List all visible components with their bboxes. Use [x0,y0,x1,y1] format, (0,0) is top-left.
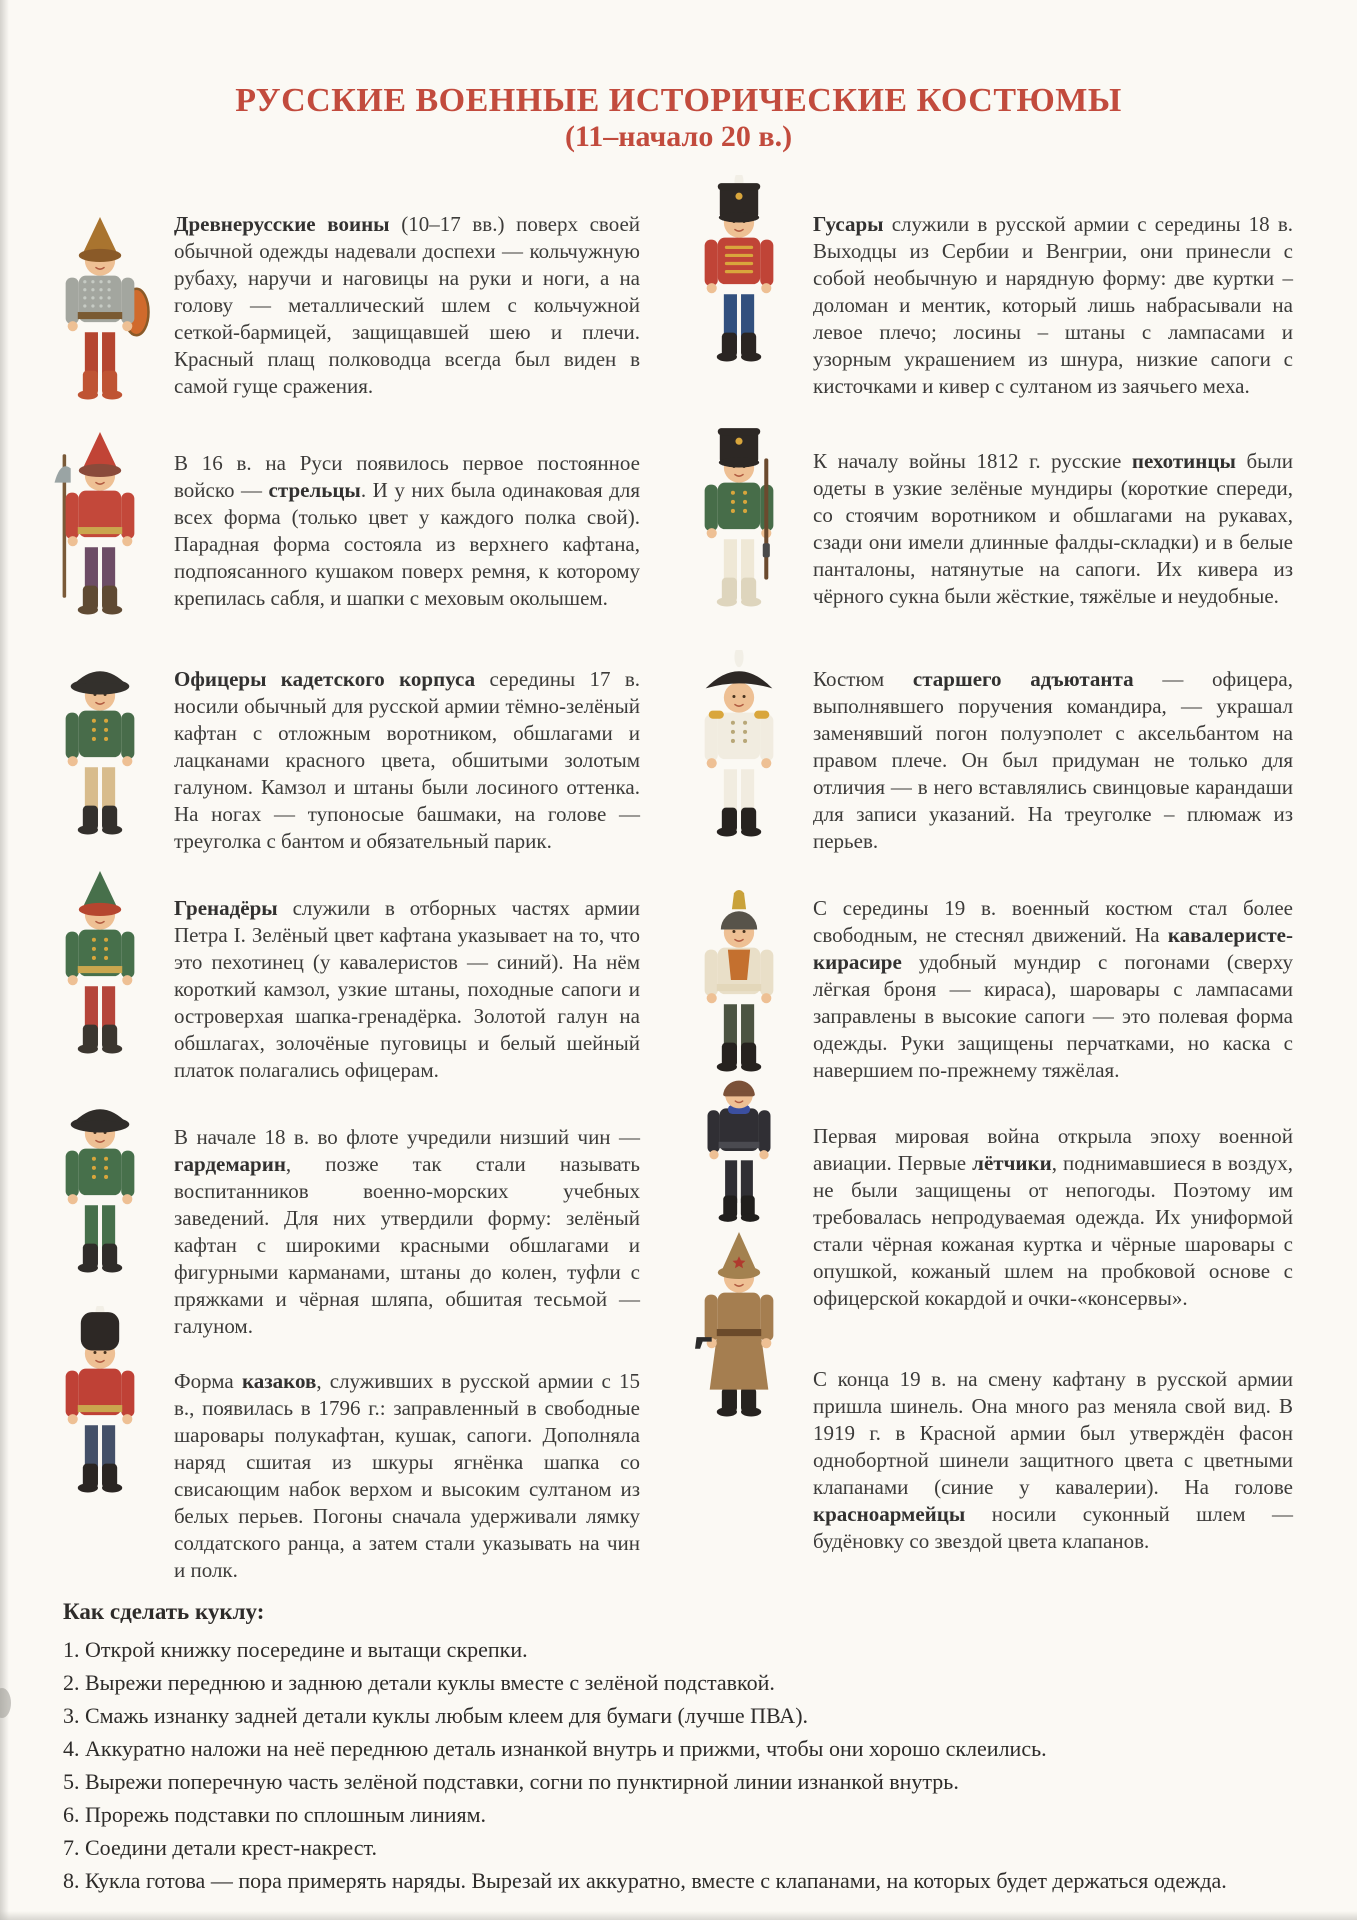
paragraph-hussars: Гусары служили в русской армии с середины 18 в. Выходцы из Сербии и Венгрии, они принесли с собой необычную и нарядную форму: две куртки – доломан и ментик, который лишь набрасывали на левое плечо; лосины – штаны с лампасами и узорным украшением из шнура, низкие сапоги с кисточками и кивер с султаном из заячьего меха. [813,212,1293,398]
instruction-step-2: 2. Вырежи переднюю и заднюю детали куклы вместе с зелёной подставкой. [63,1670,775,1695]
section-hussars [683,211,1297,400]
paragraph-midshipmen: В начале 18 в. во флоте учредили низший чин — гардемарин, позже так стали называть воспитанников военно-морских учебных заведений. Для них утвердили форму: зелёный кафтан с широкими красными обшлагами и фигурными карманами, штаны до колен, туфли с пряжками и чёрная шляпа, обшитая тесьмой — галуном. [174,1125,640,1338]
paragraph-grenadiers: Гренадёры служили в отборных частях армии Петра I. Зелёный цвет кафтана указывает на то, что это пехотинец (у кавалеристов — синий). На нём короткий камзол, узкие штаны, походные сапоги и островерхая шапка-гренадёрка. Золотой галун на обшлагах, золочёные пуговицы и белый шейный платок полагались офицерам. [174,896,640,1082]
paragraph-cossacks: Форма казаков, служивших в русской армии с 15 в., появилась в 1796 г.: заправленный в свободные шаровары полукафтан, кушак, сапоги. Дополняла наряд сшитая из шкуры ягнёнка шапка со свисающим набок верхом и высоким султаном из белых перьев. Погоны сначала удерживали лямку солдатского ранца, а затем стали указывать на чин и полк. [174,1369,641,1582]
figure-pilot-illustration [683,1051,795,1227]
figure-grenadier-illustration [44,867,156,1059]
paragraph-senior-adjutant: Костюм старшего адъютанта — офицера, выполнявшего поручения командира, — украшал заменявший погон полуэполет с аксельбантом на правом плече. Он был придуман не только для отличия — в него вставлялись свинцовые карандаши для записи указаний. На треуголке – плюмаж из перьев. [813,667,1293,853]
paragraph-cuirassier: С середины 19 в. военный костюм стал более свободным, не стеснял движений. На кавалеристе-кирасире удобный мундир с погонами (сверху лёгкая броня — кираса), шаровары с лампасами заправлены в высокие сапоги — это полевая форма одежды. Руки защищены перчатками, но каска с навершием по-прежнему тяжёлая. [813,896,1293,1082]
section-infantry-1812 [683,448,1297,610]
title-block [0,82,1357,154]
instruction-step-4: 4. Аккуратно наложи на неё переднюю деталь изнанкой внутрь и прижми, чтобы они хорошо склеились. [63,1736,1047,1761]
figure-infantryman-illustration [683,420,795,612]
section-ancient-warriors [44,211,646,400]
instruction-step-8: 8. Кукла готова — пора примерять наряды. Вырезай их аккуратно, вместе с клапанами, на которых будет держаться одежда. [63,1868,1227,1893]
instruction-step-5: 5. Вырежи поперечную часть зелёной подставки, согни по пунктирной линии изнанкой внутрь. [63,1769,959,1794]
instruction-step-1: 1. Открой книжку посередине и вытащи скрепки. [63,1637,528,1662]
section-grenadiers [44,895,646,1084]
scan-bottom-edge-shadow [0,1911,1357,1920]
figure-strelets-illustration [44,428,156,620]
figure-cossack-illustration [44,1306,156,1498]
instruction-step-3: 3. Смажь изнанку задней детали куклы любым клеем для бумаги (лучше ПВА). [63,1703,809,1728]
figure-cuirassier-illustration [683,885,795,1077]
paragraph-ancient-warriors: Древнерусские воины (10–17 вв.) поверх своей обычной одежды надевали доспехи — кольчужную рубаху, наручи и наговицы на руки и ноги, а на голову — металлический шлем с кольчужной сеткой-бармицей, защищавшей шею и плечи. Красный плащ полководца всегда был виден в самой гуще сражения. [174,212,641,398]
section-streltsy [44,450,646,612]
instruction-step-6: 6. Прорежь подставки по сплошным линиям. [63,1802,487,1827]
instruction-step-7: 7. Соедини детали крест-накрест. [63,1835,377,1860]
paragraph-red-army: С конца 19 в. на смену кафтану в русской армии пришла шинель. Она много раз меняла свой вид. В 1919 г. в Красной армии был утверждён фасон однобортной шинели защитного цвета с цветными клапанами (синие у кавалерии). На голове красноармейцы носили суконный шлем — будёновку со звездой цвета клапанов. [813,1367,1293,1553]
paragraph-pilots: Первая мировая война открыла эпоху военной авиации. Первые лётчики, поднимавшиеся в воздух, не были защищены от непогоды. Поэтому им требовалась непродуваемая одежда. Их униформой стали чёрная кожаная куртка и чёрные шаровары с опушкой, кожаный шлем на пробковой основе с офицерской кокардой и очки-«консервы». [813,1124,1293,1310]
figure-adjutant-illustration [683,650,795,842]
figure-midshipman-illustration [44,1086,156,1278]
page-subtitle: (11–начало 20 в.) [564,120,793,153]
instructions-heading: Как сделать куклу: [63,1599,265,1624]
scan-artifact [0,1688,11,1718]
section-cadet-officers [44,666,646,855]
section-red-army [683,1366,1297,1555]
figure-hussar-illustration [683,175,795,367]
figure-red-army-soldier-illustration [683,1230,795,1422]
paragraph-streltsy: В 16 в. на Руси появилось первое постоянное войско — стрельцы. И у них была одинаковая для всех форма (только цвет у каждого полка свой). Парадная форма состояла из верхнего кафтана, подпоясанного кушаком поверх ремня, к которому крепилась сабля, и шапки с меховым околышем. [174,451,640,610]
page-title: РУССКИЕ ВОЕННЫЕ ИСТОРИЧЕСКИЕ КОСТЮМЫ [235,82,1122,119]
section-senior-adjutant [683,666,1297,855]
paragraph-cadet-officers: Офицеры кадетского корпуса середины 17 в. носили обычный для русской армии тёмно-зелёный кафтан с отложным воротником, обшлагами и лацканами красного цвета, обшитыми золотым галуном. Камзол и штаны были лосиного оттенка. На ногах — тупоносые башмаки, на голове — треуголка с бантом и обязательный парик. [174,667,640,853]
scan-left-edge-shadow [0,0,9,1920]
doll-instructions-section [63,1595,1335,1897]
figure-cadet-officer-illustration [44,648,156,840]
figure-ancient-warrior-illustration [44,213,156,405]
section-cossacks [44,1368,646,1584]
paragraph-infantry-1812: К началу войны 1812 г. русские пехотинцы были одеты в узкие зелёные мундиры (короткие спереди, со стоячим воротником и обшлагами на рукавах, сзади они имели длинные фалды-складки) и в белые панталоны, натянутые на сапоги. Их кивера из чёрного сукна были жёсткие, тяжёлые и неудобные. [813,449,1293,608]
